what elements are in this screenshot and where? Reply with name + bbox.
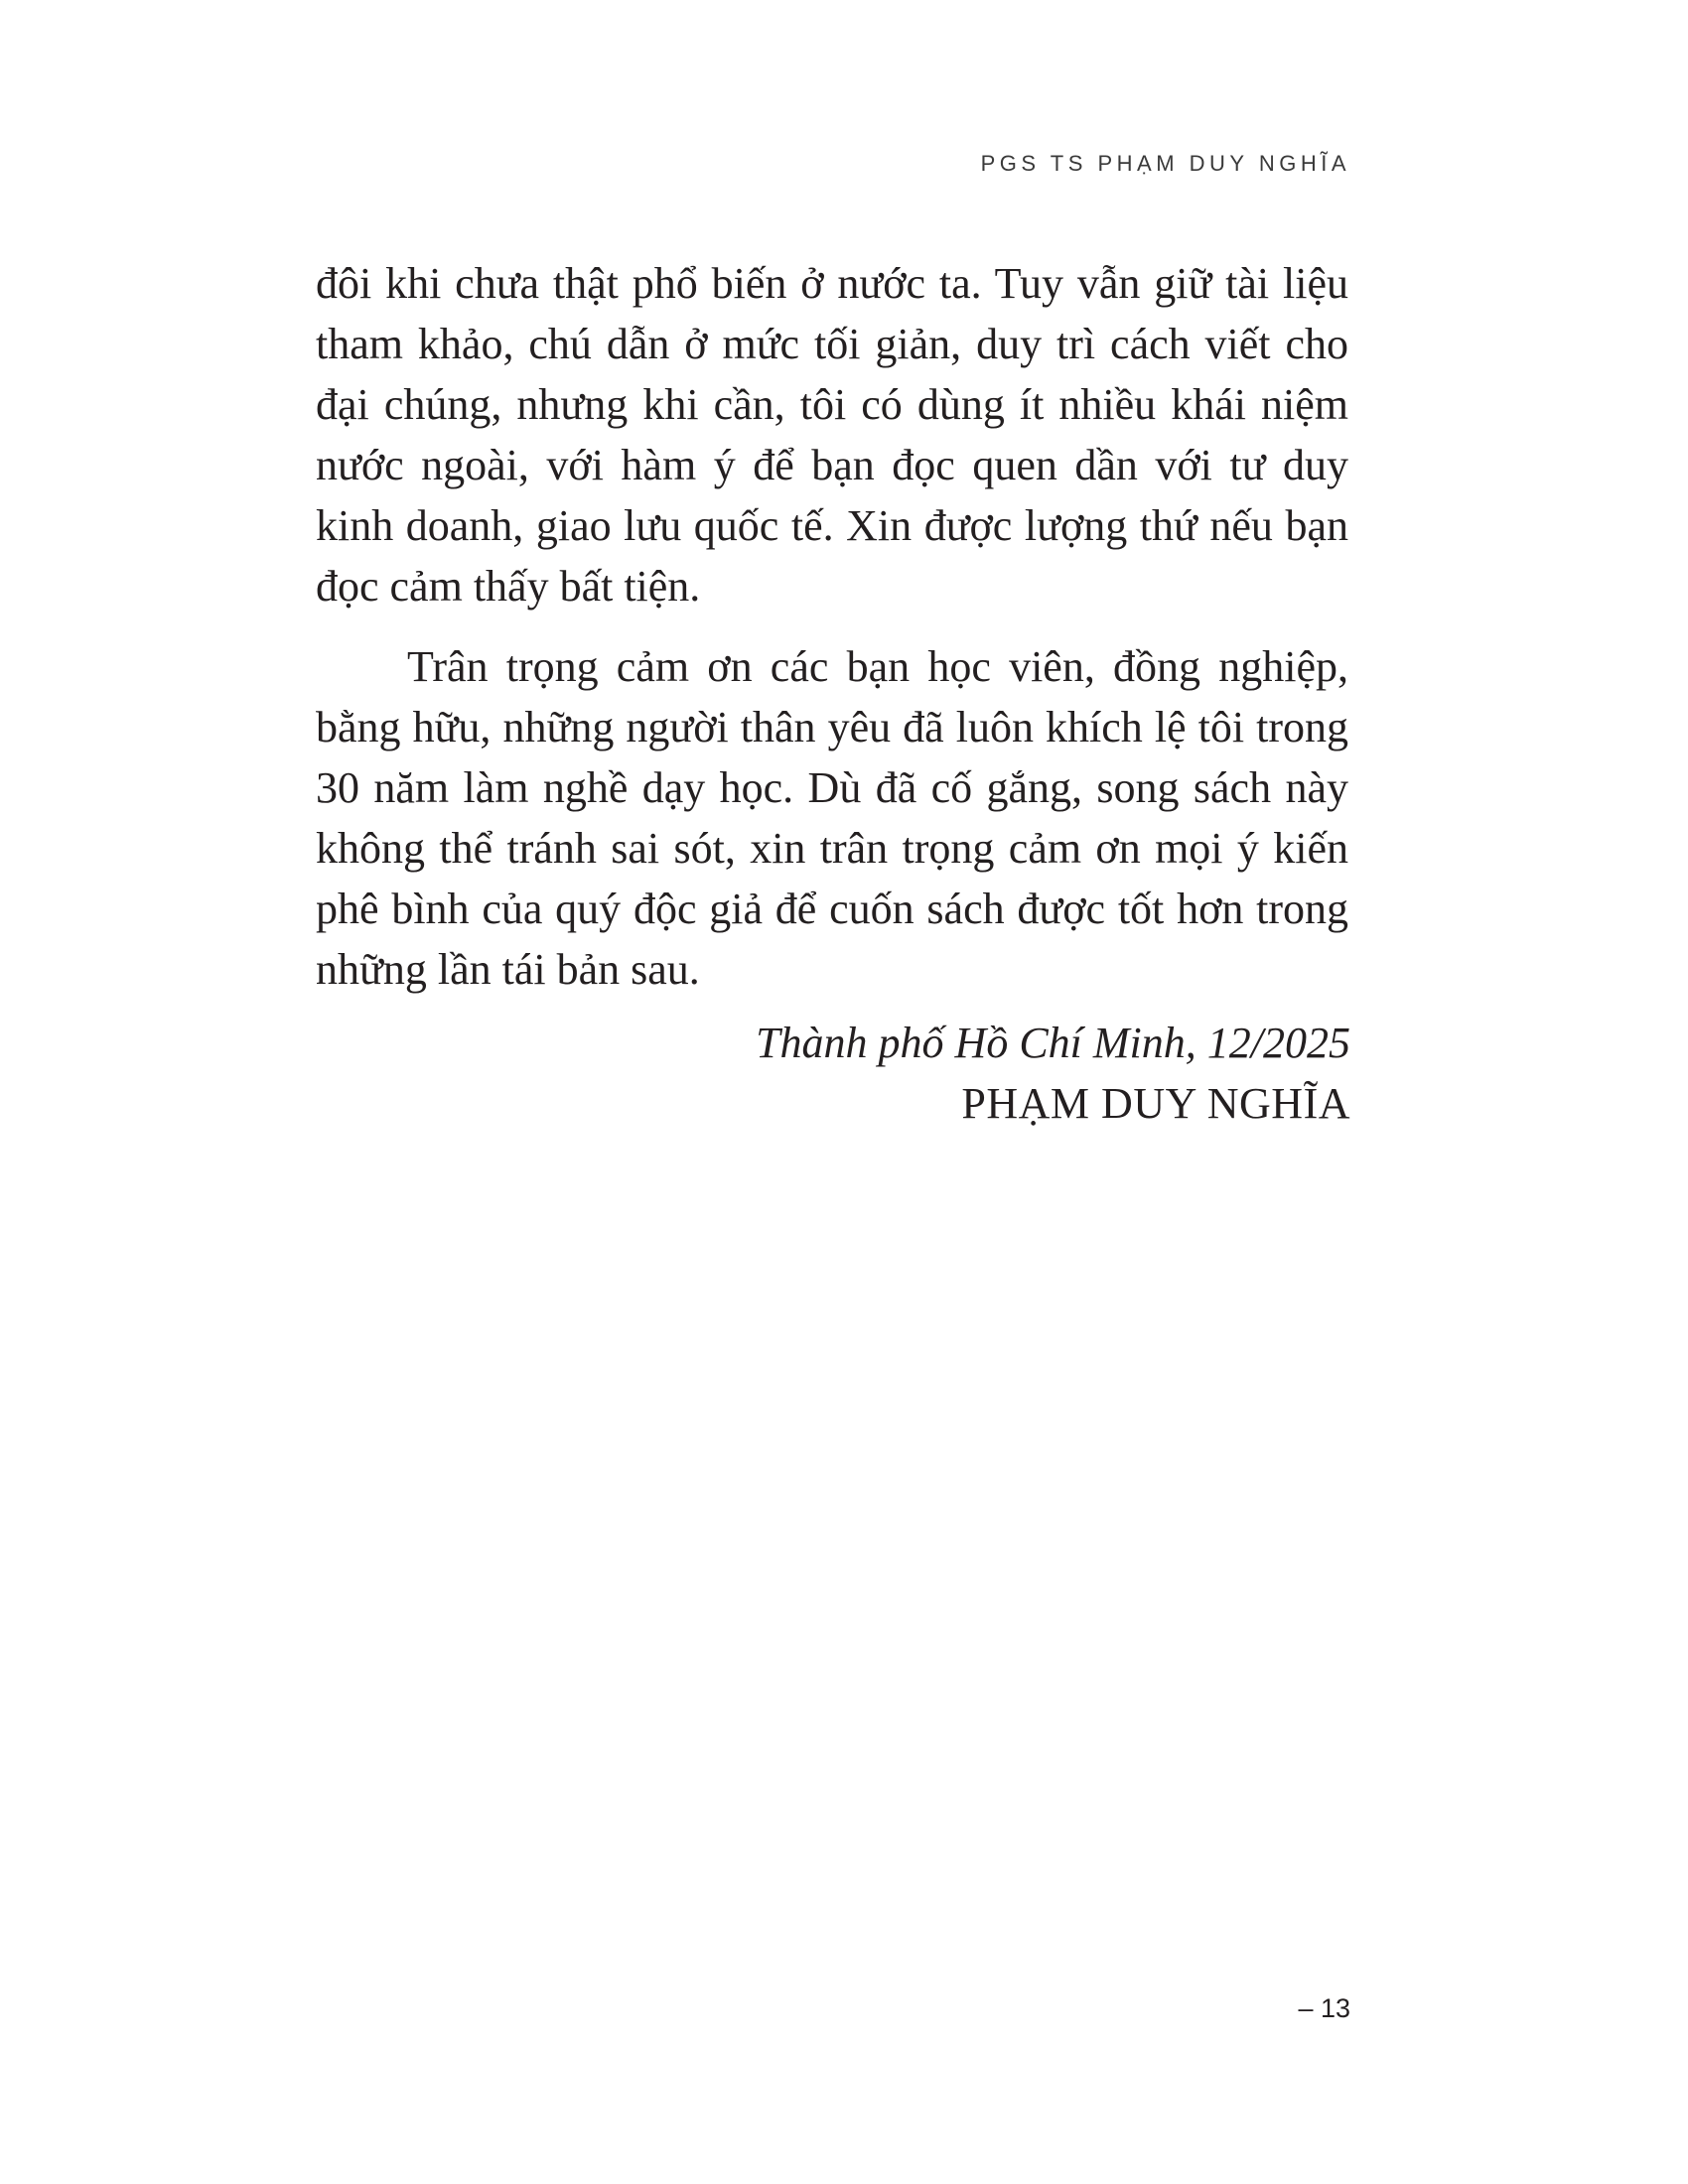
paragraph-acknowledgement: Trân trọng cảm ơn các bạn học viên, đồng nghiệp, bằng hữu, những người thân yêu đã luôn khích lệ tôi trong 30 năm làm nghề dạy học. Dù đã cố gắng, song sách này không thể tránh sai sót, xin trân trọng cảm ơn mọi ý kiến phê bình của quý độc giả để cuốn sách được tốt hơn trong những lần tái bản sau.: [316, 642, 1348, 994]
body-text: [316, 253, 1348, 1000]
page-number: – 13: [1298, 1993, 1350, 2023]
running-header: PGS TS PHẠM DUY NGHĨA: [980, 151, 1350, 176]
paragraph-continuation: đôi khi chưa thật phổ biến ở nước ta. Tuy vẫn giữ tài liệu tham khảo, chú dẫn ở mức tối giản, duy trì cách viết cho đại chúng, nhưng khi cần, tôi có dùng ít nhiều khái niệm nước ngoài, với hàm ý để bạn đọc quen dần với tư duy kinh doanh, giao lưu quốc tế. Xin được lượng thứ nếu bạn đọc cảm thấy bất tiện.: [316, 259, 1348, 611]
place-date: Thành phố Hồ Chí Minh, 12/2025: [756, 1019, 1350, 1067]
signature-block: [756, 1013, 1350, 1134]
author-name: PHẠM DUY NGHĨA: [961, 1079, 1350, 1128]
